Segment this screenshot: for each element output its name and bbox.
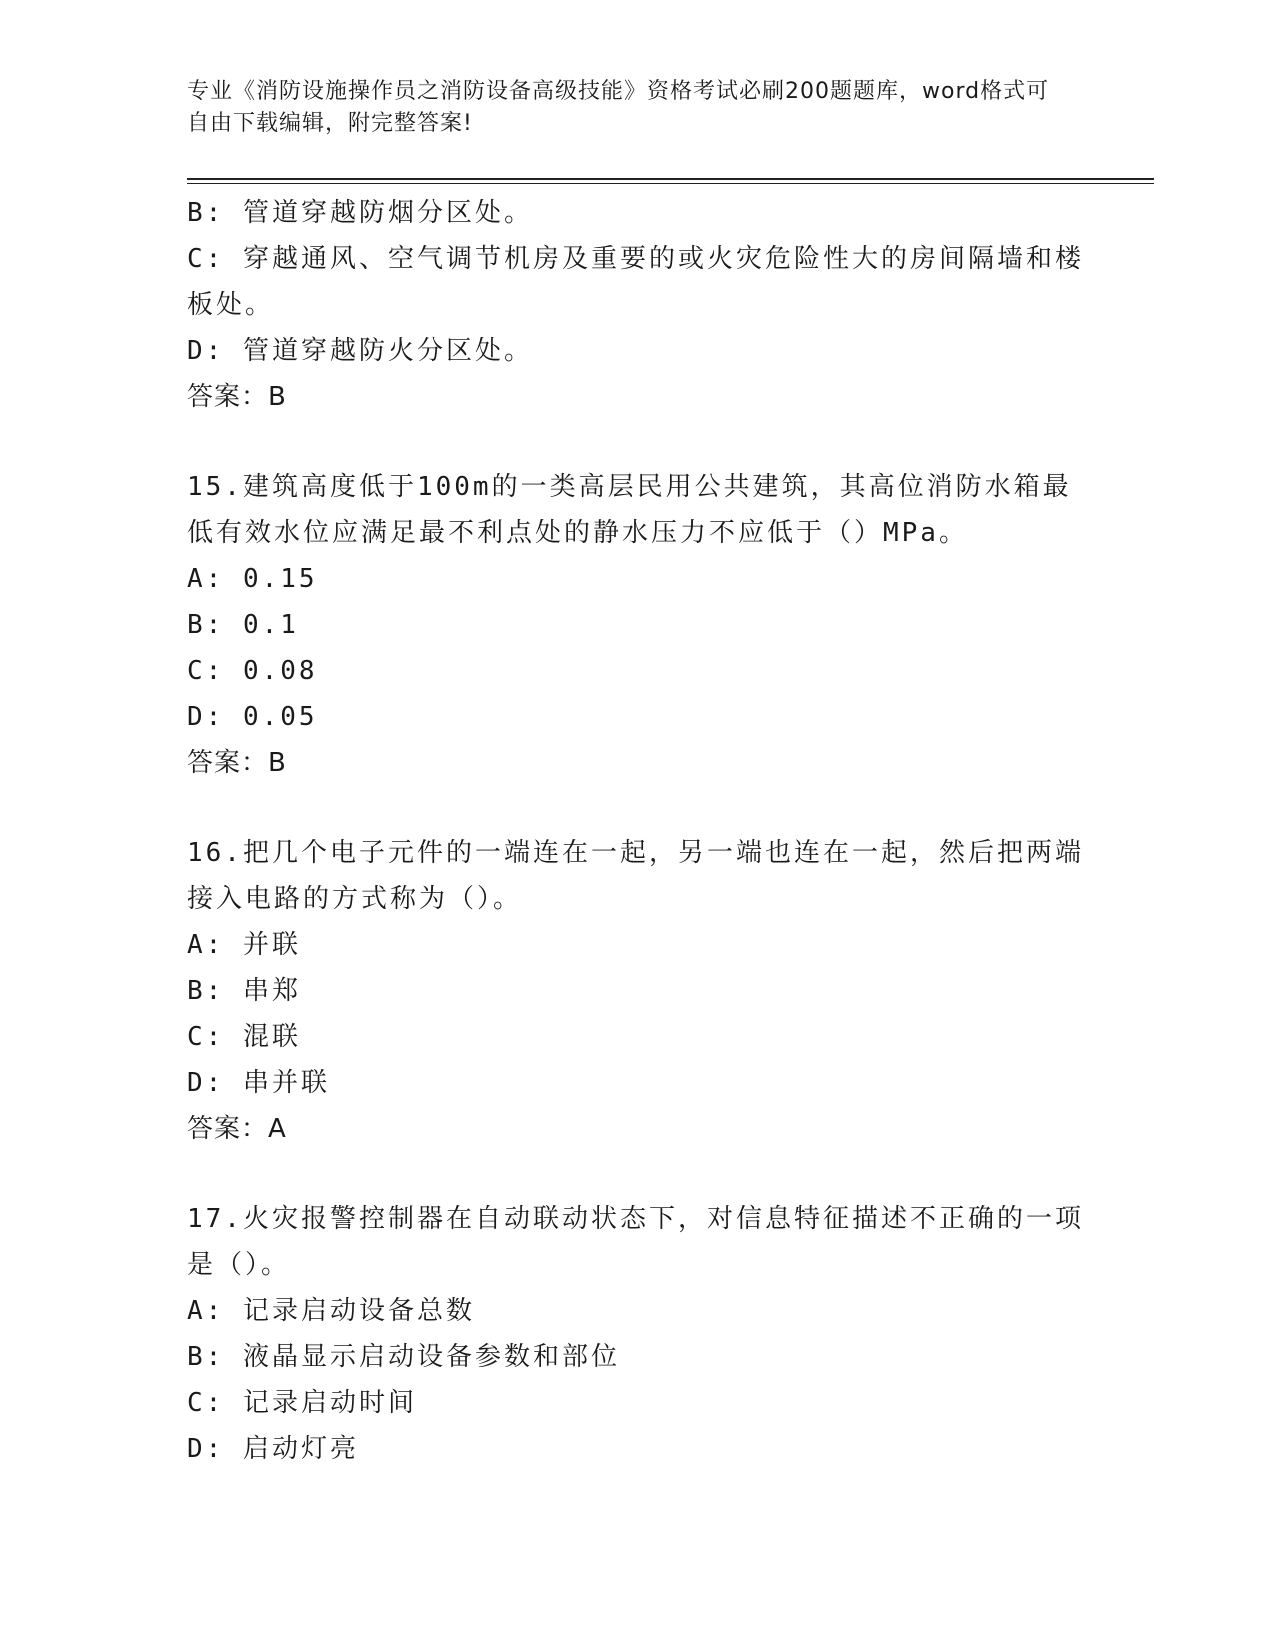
option-c: C: 记录启动时间 (187, 1388, 417, 1418)
header-rule-thick (187, 178, 1154, 180)
option-d: D: 0.05 (187, 702, 318, 732)
option-b: B: 串郑 (187, 976, 301, 1006)
question-list (187, 190, 1087, 1472)
question-stem: 17.火灾报警控制器在自动联动状态下，对信息特征描述不正确的一项是（）。 (187, 1204, 1084, 1280)
question-14-continued (187, 190, 1087, 420)
option-a: A: 记录启动设备总数 (187, 1296, 475, 1326)
option-c: C: 穿越通风、空气调节机房及重要的或火灾危险性大的房间隔墙和楼板处。 (187, 244, 1084, 320)
question-stem: 16.把几个电子元件的一端连在一起，另一端也连在一起，然后把两端接入电路的方式称为（）。 (187, 838, 1084, 914)
option-d: D: 管道穿越防火分区处。 (187, 336, 533, 366)
question-17 (187, 1196, 1087, 1472)
option-b: B: 液晶显示启动设备参数和部位 (187, 1342, 620, 1372)
option-d: D: 启动灯亮 (187, 1434, 359, 1464)
option-a: A: 0.15 (187, 564, 318, 594)
question-15 (187, 464, 1087, 786)
option-b: B: 0.1 (187, 610, 299, 640)
option-c: C: 0.08 (187, 656, 318, 686)
option-a: A: 并联 (187, 930, 301, 960)
answer: 答案：B (187, 748, 287, 778)
option-b: B: 管道穿越防烟分区处。 (187, 198, 533, 228)
question-stem: 15.建筑高度低于100m的一类高层民用公共建筑，其高位消防水箱最低有效水位应满足最不利点处的静水压力不应低于（）MPa。 (187, 472, 1072, 548)
answer: 答案：A (187, 1114, 287, 1144)
document-header: 专业《消防设施操作员之消防设备高级技能》资格考试必刷200题题库，word格式可自由下载编辑，附完整答案! (187, 79, 1050, 136)
answer: 答案：B (187, 382, 287, 412)
option-d: D: 串并联 (187, 1068, 330, 1098)
question-16 (187, 830, 1087, 1152)
option-c: C: 混联 (187, 1022, 301, 1052)
header-rule-thin (187, 183, 1154, 184)
